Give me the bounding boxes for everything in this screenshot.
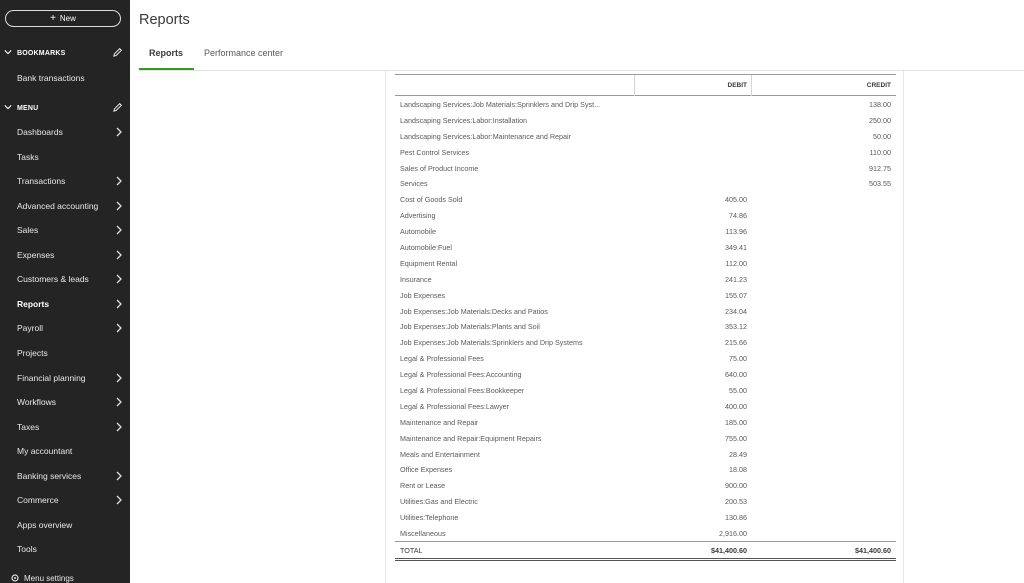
table-row[interactable] [395, 382, 896, 398]
table-row[interactable] [395, 318, 896, 334]
table-row[interactable] [395, 461, 896, 477]
sidebar-item-label: Expenses [17, 249, 55, 260]
column-header-credit[interactable]: CREDIT [866, 82, 891, 89]
sidebar-item-label: Payroll [17, 323, 43, 334]
debit-cell: 900.00 [725, 481, 747, 491]
tab-label: Performance center [204, 48, 284, 58]
debit-cell: 215.66 [725, 338, 747, 348]
table-row[interactable] [395, 128, 896, 144]
account-cell: Insurance [400, 274, 432, 284]
table-row[interactable] [395, 350, 896, 366]
account-cell: Landscaping Services:Labor:Maintenance and Repair [400, 131, 572, 141]
account-cell: Pest Control Services [400, 147, 470, 157]
pencil-icon[interactable] [112, 47, 123, 58]
credit-cell: 138.00 [869, 100, 891, 109]
sidebar-item-reports[interactable] [0, 293, 130, 315]
sidebar-item-label: Financial planning [17, 372, 86, 383]
table-row[interactable] [395, 493, 896, 509]
sidebar-item-label: Transactions [17, 176, 66, 187]
debit-cell: 75.00 [729, 354, 747, 364]
sidebar-item-expenses[interactable] [0, 244, 130, 266]
debit-cell: 113.96 [725, 227, 747, 237]
table-row[interactable] [395, 334, 896, 350]
table-row[interactable] [395, 207, 896, 223]
bookmarks-header-label: BOOKMARKS [17, 49, 66, 57]
account-cell: Legal & Professional Fees:Lawyer [400, 401, 510, 411]
sidebar-item-label: Banking services [17, 470, 82, 481]
table-row[interactable] [395, 430, 896, 446]
sidebar-item-label: My accountant [17, 446, 73, 457]
sidebar-item-tools[interactable] [0, 538, 130, 560]
account-cell: Office Expenses [400, 465, 453, 475]
account-cell: Job Expenses [400, 290, 446, 300]
table-row[interactable] [395, 271, 896, 287]
chevron-right-icon [115, 127, 123, 137]
table-row[interactable] [395, 255, 896, 271]
account-cell: Maintenance and Repair:Equipment Repairs [400, 433, 542, 443]
chevron-right-icon [115, 422, 123, 432]
credit-cell: 110.00 [869, 147, 891, 157]
table-row[interactable] [395, 223, 896, 239]
account-cell: Equipment Rental [400, 258, 458, 268]
account-cell: Landscaping Services:Labor:Installation [400, 115, 528, 125]
table-row[interactable] [395, 446, 896, 462]
debit-cell: 130.86 [725, 513, 747, 523]
tab-performance-center[interactable] [204, 48, 283, 70]
menu-settings-label: Menu settings [24, 574, 74, 583]
debit-cell: 234.04 [725, 306, 747, 316]
credit-cell: 912.75 [869, 163, 891, 173]
account-cell: Job Expenses:Job Materials:Sprinklers and Drip Systems [400, 338, 583, 348]
debit-cell: 155.07 [725, 290, 747, 300]
debit-cell: 353.12 [725, 322, 747, 332]
sidebar-item-label: Reports [17, 298, 50, 309]
debit-cell: 405.00 [725, 195, 747, 205]
debit-cell: 400.00 [725, 401, 747, 411]
sidebar-item-tasks[interactable] [0, 146, 130, 168]
table-row[interactable] [395, 525, 896, 541]
column-divider [634, 75, 635, 96]
sidebar-item-projects[interactable] [0, 342, 130, 364]
sidebar-item-dashboards[interactable] [0, 121, 130, 143]
sidebar-item-sales[interactable] [0, 219, 130, 241]
debit-cell: 28.49 [729, 449, 747, 459]
sidebar-item-apps-overview[interactable] [0, 514, 130, 536]
table-row[interactable] [395, 112, 896, 128]
chevron-down-icon [4, 103, 12, 111]
sidebar-item-commerce[interactable] [0, 489, 130, 511]
account-cell: Legal & Professional Fees [400, 354, 484, 364]
trial-balance-table [395, 74, 896, 561]
column-divider [751, 75, 752, 96]
debit-cell: 755.00 [725, 433, 747, 443]
account-cell: Cost of Goods Sold [400, 195, 463, 205]
chevron-right-icon [115, 176, 123, 186]
account-cell: Advertising [400, 211, 436, 221]
account-cell: Rent or Lease [400, 481, 446, 491]
account-cell: Services [400, 179, 428, 189]
table-row[interactable] [395, 287, 896, 303]
sidebar-item-label: Sales [17, 225, 39, 236]
debit-cell: 2,916.00 [719, 529, 747, 539]
table-row[interactable] [395, 414, 896, 430]
sidebar-item-banking-services[interactable] [0, 465, 130, 487]
pencil-icon[interactable] [112, 102, 123, 113]
sidebar-item-workflows[interactable] [0, 391, 130, 413]
debit-cell: 112.00 [725, 258, 747, 268]
credit-cell: 503.55 [869, 179, 891, 189]
total-debit: $41,400.60 [711, 545, 747, 555]
chevron-right-icon [115, 373, 123, 383]
account-cell: Utilities:Telephone [400, 513, 459, 523]
debit-cell: 349.41 [725, 243, 747, 253]
credit-cell: 50.00 [873, 131, 891, 141]
total-credit: $41,400.60 [855, 545, 891, 555]
account-cell: Landscaping Services:Job Materials:Sprinklers and Drip Syst... [400, 100, 601, 109]
chevron-right-icon [115, 495, 123, 505]
account-cell: Automobile [400, 227, 436, 237]
table-row[interactable] [395, 160, 896, 176]
tab-label: Reports [149, 48, 184, 58]
left-sidebar [0, 0, 130, 583]
account-cell: Legal & Professional Fees:Accounting [400, 370, 522, 380]
sidebar-item-financial-planning[interactable] [0, 367, 130, 389]
column-header-debit[interactable]: DEBIT [727, 82, 747, 89]
sidebar-item-label: Dashboards [17, 127, 63, 137]
table-row[interactable] [395, 509, 896, 525]
table-body [395, 96, 896, 541]
table-row[interactable] [395, 191, 896, 207]
sidebar-item-payroll[interactable] [0, 317, 130, 339]
account-cell: Legal & Professional Fees:Bookkeeper [400, 386, 525, 396]
sidebar-item-label: Bank transactions [17, 73, 85, 83]
menu-settings-button[interactable] [0, 572, 130, 583]
report-panel [385, 71, 904, 583]
debit-cell: 74.86 [729, 211, 747, 221]
account-cell: Job Expenses:Job Materials:Plants and Soil [400, 322, 540, 332]
sidebar-item-label: Customers & leads [17, 274, 89, 285]
table-row[interactable] [395, 96, 896, 112]
sidebar-item-label: Commerce [17, 495, 59, 506]
chevron-right-icon [115, 201, 123, 211]
chevron-right-icon [115, 299, 123, 309]
debit-cell: 200.53 [725, 497, 747, 507]
account-cell: Miscellaneous [400, 529, 446, 539]
table-header [395, 74, 896, 96]
table-row[interactable] [395, 144, 896, 160]
chevron-right-icon [115, 250, 123, 260]
plus-icon: + [50, 12, 56, 24]
sidebar-item-label: Workflows [17, 397, 57, 408]
debit-cell: 241.23 [725, 274, 747, 284]
table-row[interactable] [395, 366, 896, 382]
sidebar-item-label: Tasks [17, 151, 39, 162]
debit-cell: 18.08 [729, 465, 747, 475]
chevron-right-icon [115, 274, 123, 284]
chevron-right-icon [115, 471, 123, 481]
sidebar-item-advanced-accounting[interactable] [0, 195, 130, 217]
sidebar-item-customers-leads[interactable] [0, 268, 130, 290]
debit-cell: 185.00 [725, 417, 747, 427]
sidebar-item-label: Projects [17, 347, 48, 358]
menu-header[interactable] [0, 100, 130, 116]
sidebar-item-label: Tools [17, 544, 37, 555]
debit-cell: 640.00 [725, 370, 747, 380]
account-cell: Meals and Entertainment [400, 449, 480, 459]
page-title: Reports [139, 12, 190, 28]
table-row[interactable] [395, 398, 896, 414]
table-row[interactable] [395, 175, 896, 191]
chevron-down-icon [4, 48, 12, 56]
account-cell: Job Expenses:Job Materials:Decks and Patios [400, 306, 548, 316]
credit-cell: 250.00 [869, 115, 891, 125]
sidebar-item-bank-transactions[interactable] [0, 67, 130, 89]
sidebar-item-label: Apps overview [17, 519, 73, 530]
new-button[interactable] [5, 10, 121, 27]
total-label: TOTAL [400, 545, 423, 555]
tab-reports[interactable] [149, 48, 183, 70]
bookmarks-header[interactable] [0, 45, 130, 61]
sidebar-item-label: Advanced accounting [17, 200, 99, 211]
gear-icon [10, 573, 20, 583]
account-cell: Automobile:Fuel [400, 243, 452, 253]
account-cell: Maintenance and Repair [400, 417, 479, 427]
table-row[interactable] [395, 477, 896, 493]
table-row[interactable] [395, 303, 896, 319]
account-cell: Sales of Product Income [400, 163, 479, 173]
new-button-label: New [59, 14, 76, 23]
sidebar-item-taxes[interactable] [0, 416, 130, 438]
account-cell: Utilities:Gas and Electric [400, 497, 478, 507]
chevron-right-icon [115, 323, 123, 333]
sidebar-item-label: Taxes [17, 421, 40, 432]
chevron-right-icon [115, 397, 123, 407]
debit-cell: 55.00 [729, 386, 747, 396]
table-row[interactable] [395, 239, 896, 255]
total-row [395, 541, 896, 558]
chevron-right-icon [115, 225, 123, 235]
total-double-rule [395, 558, 896, 561]
menu-header-label: MENU [17, 104, 39, 112]
sidebar-item-my-accountant[interactable] [0, 440, 130, 462]
sidebar-item-transactions[interactable] [0, 170, 130, 192]
